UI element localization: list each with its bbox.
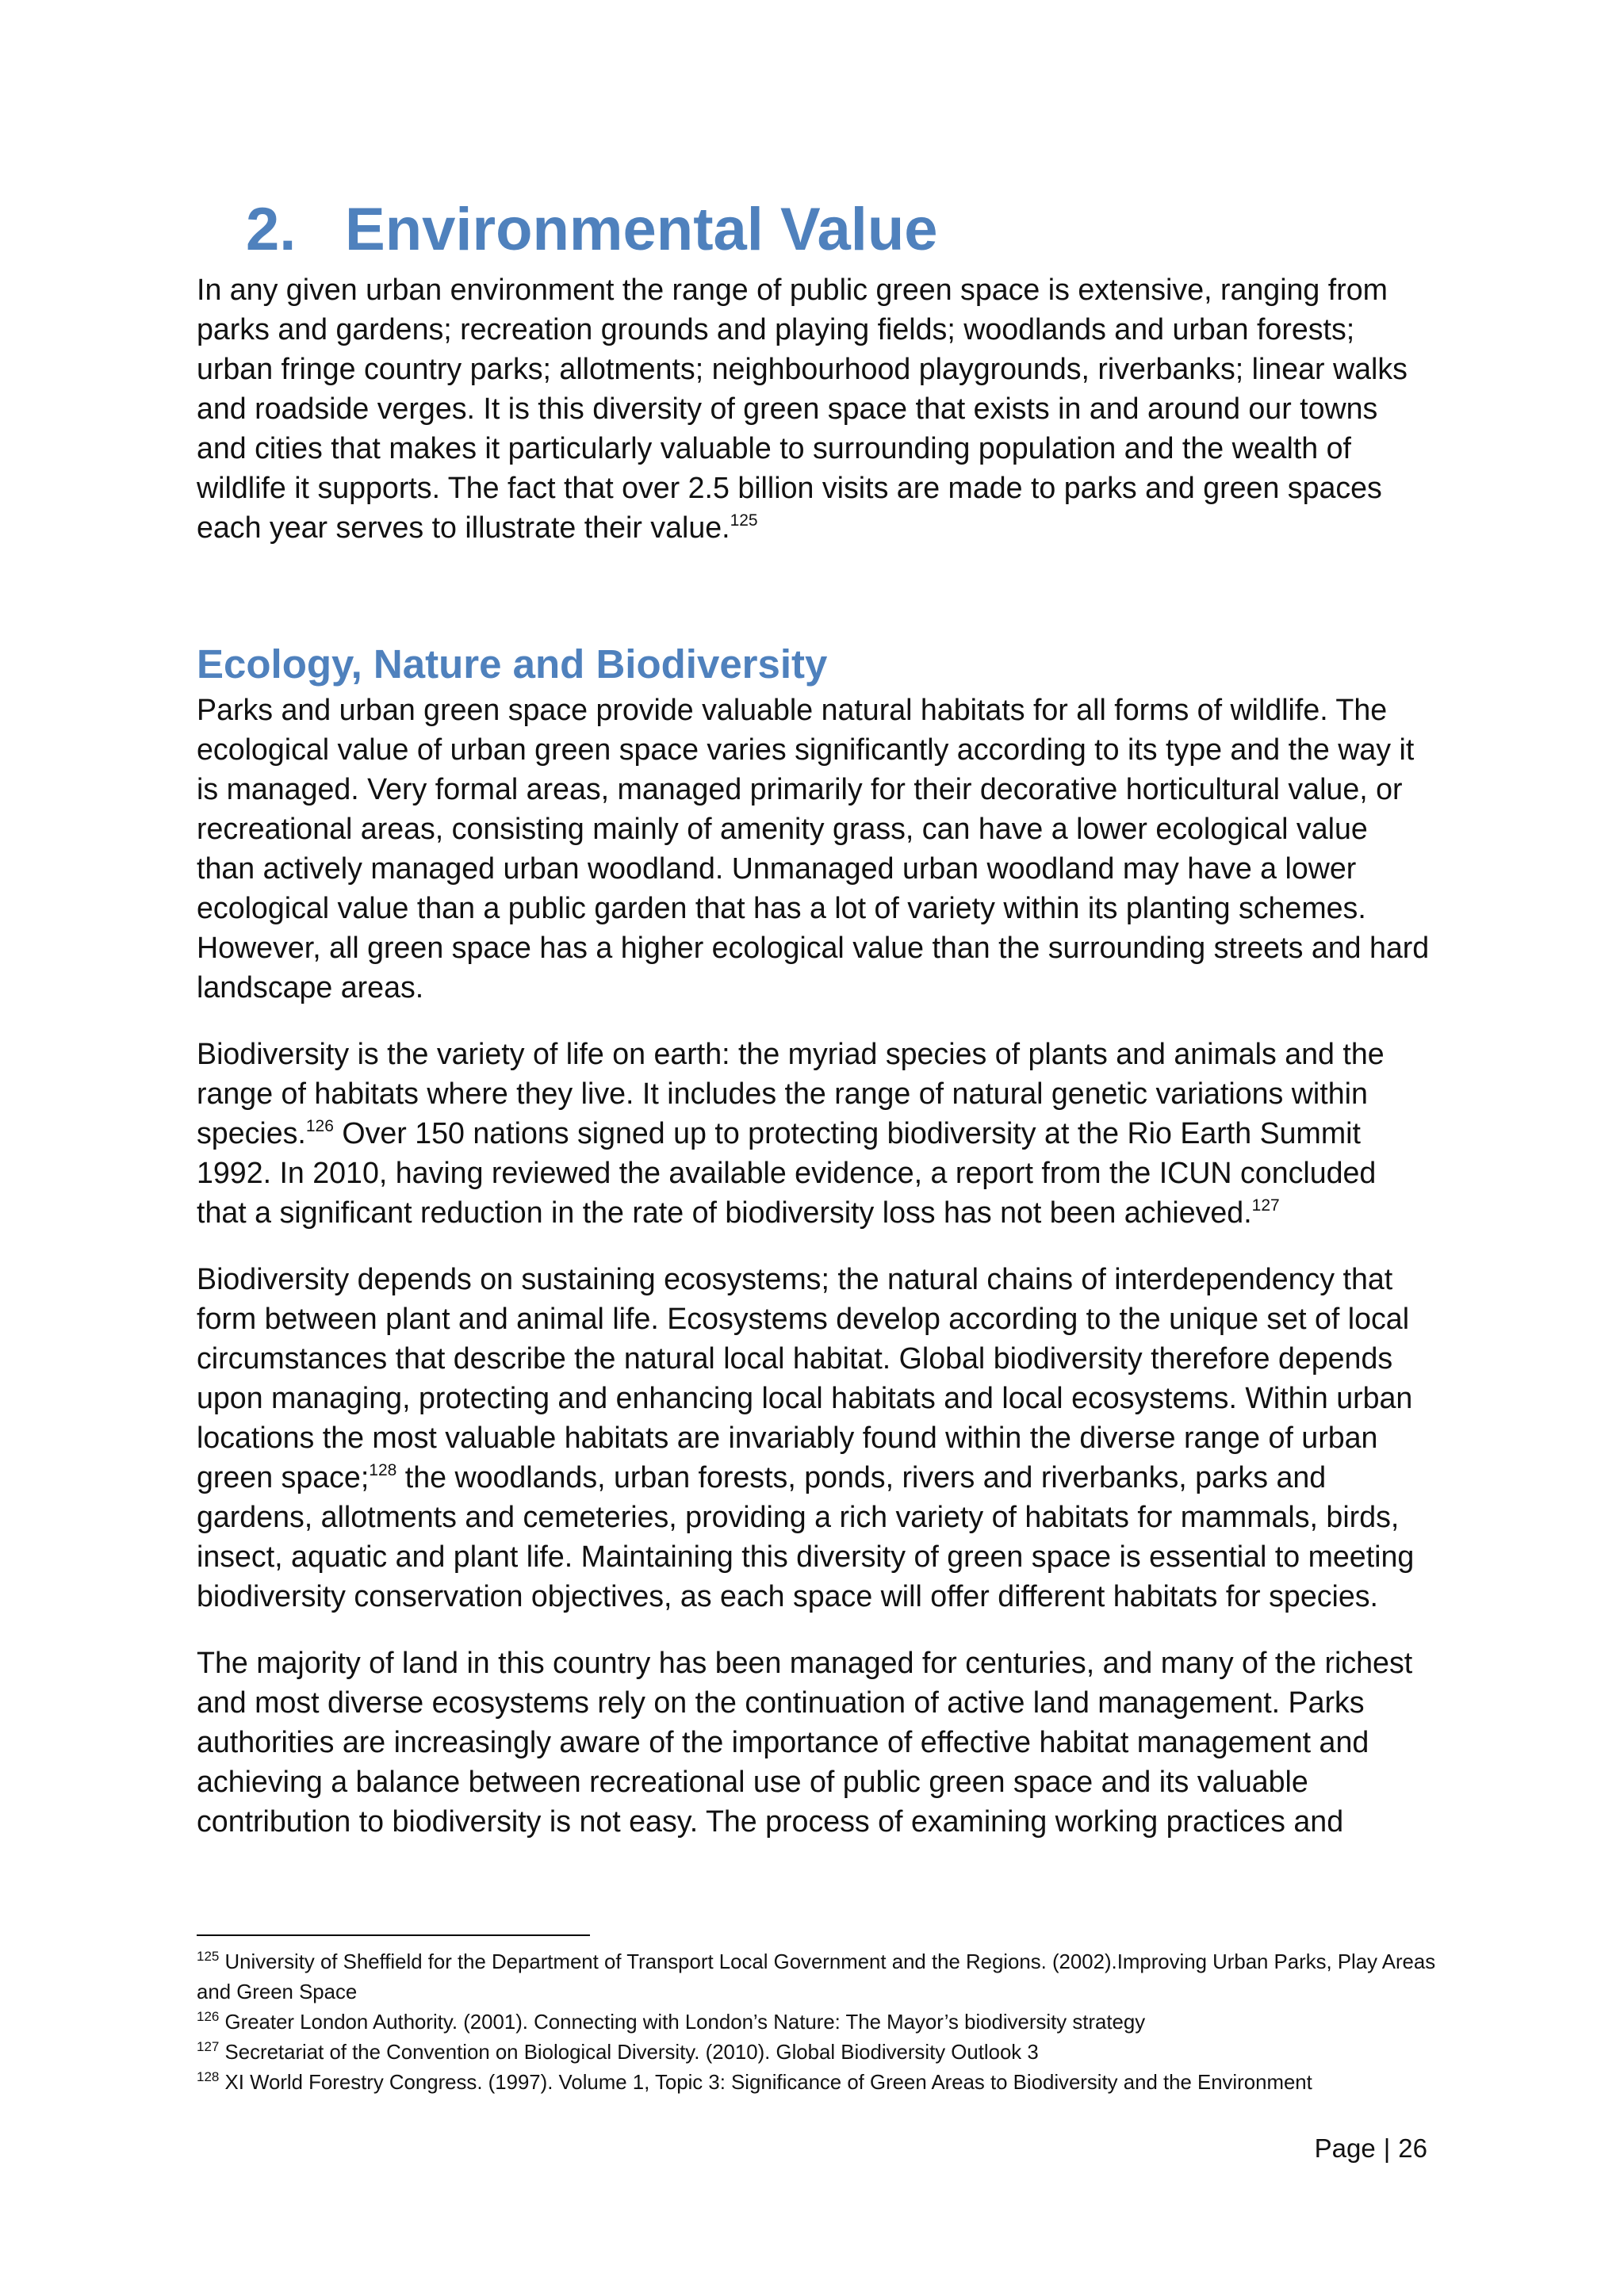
footnote-number: 125: [197, 1949, 220, 1964]
section-title: [246, 190, 1434, 270]
footnote-ref-125[interactable]: 125: [730, 511, 758, 530]
footnote-number: 126: [197, 2009, 220, 2024]
footnote-text: Secretariat of the Convention on Biological Diversity. (2010). Global Biodiversity Outlook 3: [224, 2042, 1039, 2064]
ecology-heading: Ecology, Nature and Biodiversity: [197, 641, 828, 687]
section-number: 2.: [246, 196, 297, 263]
footnote-number: 128: [197, 2069, 220, 2084]
biodiversity-text-b: Over 150 nations signed up to protecting biodiversity at the Rio Earth Summit 1992. In 2010, having reviewed the available evidence, a report from the ICUN concluded that a significant reduction in the rate of biodiversity loss has not been achieved.: [197, 1116, 1377, 1229]
biodiversity-paragraph: [197, 1034, 1434, 1232]
footnote-127: [197, 2038, 1450, 2068]
footnote-text: XI World Forestry Congress. (1997). Volume 1, Topic 3: Significance of Green Areas to Biodiversity and the Environment: [224, 2072, 1312, 2094]
ecology-paragraph-1: Parks and urban green space provide valuable natural habitats for all forms of wildlife. The ecological value of urban green space varies significantly according to its type and the way it is managed. Very formal areas, managed primarily for their decorative horticultural value, or recreational areas, consisting mainly of amenity grass, can have a lower ecological value than actively managed urban woodland. Unmanaged urban woodland may have a lower ecological value than a public garden that has a lot of variety within its planting schemes. However, all green space has a higher ecological value than the surrounding streets and hard landscape areas.: [197, 693, 1430, 1004]
footnote-128: [197, 2068, 1450, 2098]
page-number: 26: [1398, 2133, 1427, 2163]
footnote-text: Greater London Authority. (2001). Connecting with London’s Nature: The Mayor’s biodiversity strategy: [224, 2011, 1146, 2034]
footnote-ref-127[interactable]: 127: [1251, 1196, 1280, 1215]
section-title-text: Environmental Value: [345, 196, 938, 263]
page-label: Page: [1314, 2133, 1376, 2163]
footnotes: [197, 1947, 1450, 2098]
footnote-text: University of Sheffield for the Department of Transport Local Government and the Regions. (2002).Improving Urban Parks, Play Areas and Green Space: [197, 1951, 1436, 2003]
footnote-126: [197, 2007, 1450, 2038]
ecosystems-paragraph: [197, 1259, 1434, 1616]
ecosystems-text-b: the woodlands, urban forests, ponds, rivers and riverbanks, parks and gardens, allotments and cemeteries, providing a rich variety of habitats for mammals, birds, insect, aquatic and plant life. Maintaining this diversity of green space is essential to meeting biodiversity conservation objectives, as each space will offer different habitats for species.: [197, 1460, 1415, 1613]
page-separator: |: [1383, 2133, 1391, 2163]
main-content: [197, 190, 1434, 1868]
intro-text: In any given urban environment the range of public green space is extensive, ranging from parks and gardens; recreation grounds and playing fields; woodlands and urban forests; urban fringe country parks; allotments; neighbourhood playgrounds, riverbanks; linear walks and roadside verges. It is this diversity of green space that exists in and around our towns and cities that makes it particularly valuable to surrounding population and the wealth of wildlife it supports. The fact that over 2.5 billion visits are made to parks and green spaces each year serves to illustrate their value.: [197, 273, 1408, 544]
footnote-ref-126[interactable]: 126: [305, 1117, 334, 1135]
biodiversity-text-a: Biodiversity is the variety of life on earth: the myriad species of plants and animals and the range of habitats where they live. It includes the range of natural genetic variations within species.: [197, 1037, 1385, 1150]
footnote-separator: [197, 1934, 590, 1936]
footnote-ref-128[interactable]: 128: [369, 1461, 397, 1479]
land-management-paragraph: The majority of land in this country has been managed for centuries, and many of the richest and most diverse ecosystems rely on the continuation of active land management. Parks authorities are increasingly aware of the importance of effective habitat management and achieving a balance between recreational use of public green space and its valuable contribution to biodiversity is not easy. The process of examining working practices and: [197, 1646, 1413, 1838]
page-number-footer: [1315, 2131, 1427, 2166]
footnote-125: [197, 1947, 1450, 2007]
footnote-number: 127: [197, 2039, 220, 2054]
intro-paragraph: [197, 270, 1434, 547]
ecosystems-text-a: Biodiversity depends on sustaining ecosystems; the natural chains of interdependency that form between plant and animal life. Ecosystems develop according to the unique set of local circumstances that describe the natural local habitat. Global biodiversity therefore depends upon managing, protecting and enhancing local habitats and local ecosystems. Within urban locations the most valuable habitats are invariably found within the diverse range of urban green space;: [197, 1262, 1413, 1494]
